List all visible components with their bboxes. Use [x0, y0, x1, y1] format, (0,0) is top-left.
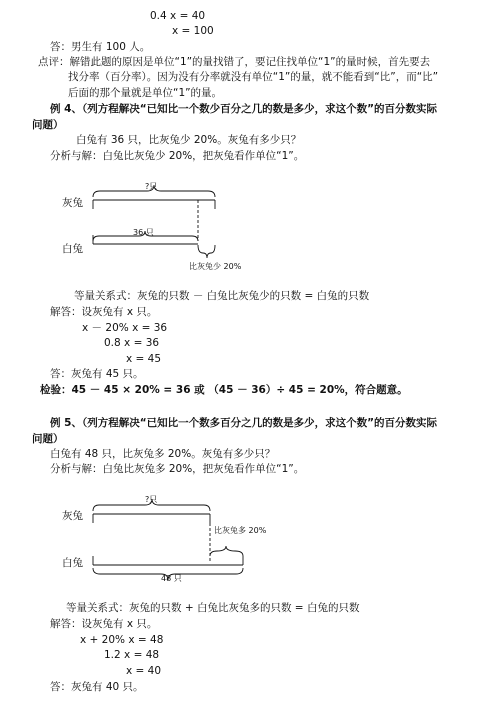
- equation-line: x = 45: [126, 353, 162, 365]
- equation-line: 0.8 x = 36: [104, 337, 160, 349]
- difference-label: 比灰兔少 20%: [189, 262, 242, 271]
- unknown-label: ?只: [145, 182, 158, 191]
- equivalence-relation: 等量关系式：灰兔的只数 + 白兔比灰兔多的只数 = 白兔的只数: [66, 602, 360, 614]
- known-label: 48 只: [161, 574, 182, 583]
- comment-line: 找分率（百分率）。因为没有分率就没有单位“1”的量，就不能看到“比”，而“比”: [68, 71, 439, 83]
- solution-setup: 解答：设灰兔有 x 只。: [50, 306, 158, 318]
- difference-label: 比灰兔多 20%: [214, 526, 267, 535]
- equivalence-relation: 等量关系式：灰兔的只数 － 白兔比灰兔少的只数 = 白兔的只数: [74, 290, 370, 302]
- unknown-label: ?只: [145, 495, 158, 504]
- solution-setup: 解答：设灰兔有 x 只。: [50, 618, 158, 630]
- equation-line: x = 100: [172, 25, 214, 37]
- answer-line: 答：男生有 100 人。: [50, 41, 151, 53]
- problem-statement: 白兔有 36 只，比灰兔少 20%。灰兔有多少只？: [76, 134, 302, 146]
- problem-statement: 白兔有 48 只，比灰兔多 20%。灰兔有多少只？: [50, 448, 276, 460]
- example-4-heading-cont: 问题）: [32, 119, 64, 131]
- white-rabbit-label: 白兔: [62, 557, 83, 569]
- example-4-heading: 例 4、（列方程解决“已知比一个数少百分之几的数是多少，求这个数”的百分数实际: [50, 103, 438, 115]
- answer-line: 答：灰兔有 45 只。: [50, 368, 144, 380]
- comment-line: 点评：解错此题的原因是单位“1”的量找错了，要记住找单位“1”的量时候，首先要去: [38, 56, 431, 68]
- white-rabbit-label: 白兔: [62, 243, 83, 255]
- equation-line: x + 20% x = 48: [80, 634, 164, 646]
- comment-line: 后面的那个量就是单位“1”的量。: [68, 87, 223, 99]
- known-label: 36 只: [133, 228, 154, 237]
- equation-line: 0.4 x = 40: [150, 10, 206, 22]
- equation-line: x = 40: [126, 665, 162, 677]
- equation-line: x － 20% x = 36: [82, 322, 168, 334]
- gray-rabbit-label: 灰兔: [62, 197, 83, 209]
- analysis-line: 分析与解：白兔比灰兔少 20%，把灰兔看作单位“1”。: [50, 150, 305, 162]
- gray-rabbit-label: 灰兔: [62, 510, 83, 522]
- equation-line: 1.2 x = 48: [104, 649, 160, 661]
- verification-line: 检验：45 － 45 × 20% = 36 或 （45 － 36）÷ 45 = 20%，符合题意。: [40, 384, 408, 396]
- example-5-heading: 例 5、（列方程解决“已知比一个数多百分之几的数是多少，求这个数”的百分数实际: [50, 417, 438, 429]
- example-5-heading-cont: 问题）: [32, 433, 64, 445]
- answer-line: 答：灰兔有 40 只。: [50, 681, 144, 693]
- analysis-line: 分析与解：白兔比灰兔多 20%，把灰兔看作单位“1”。: [50, 463, 305, 475]
